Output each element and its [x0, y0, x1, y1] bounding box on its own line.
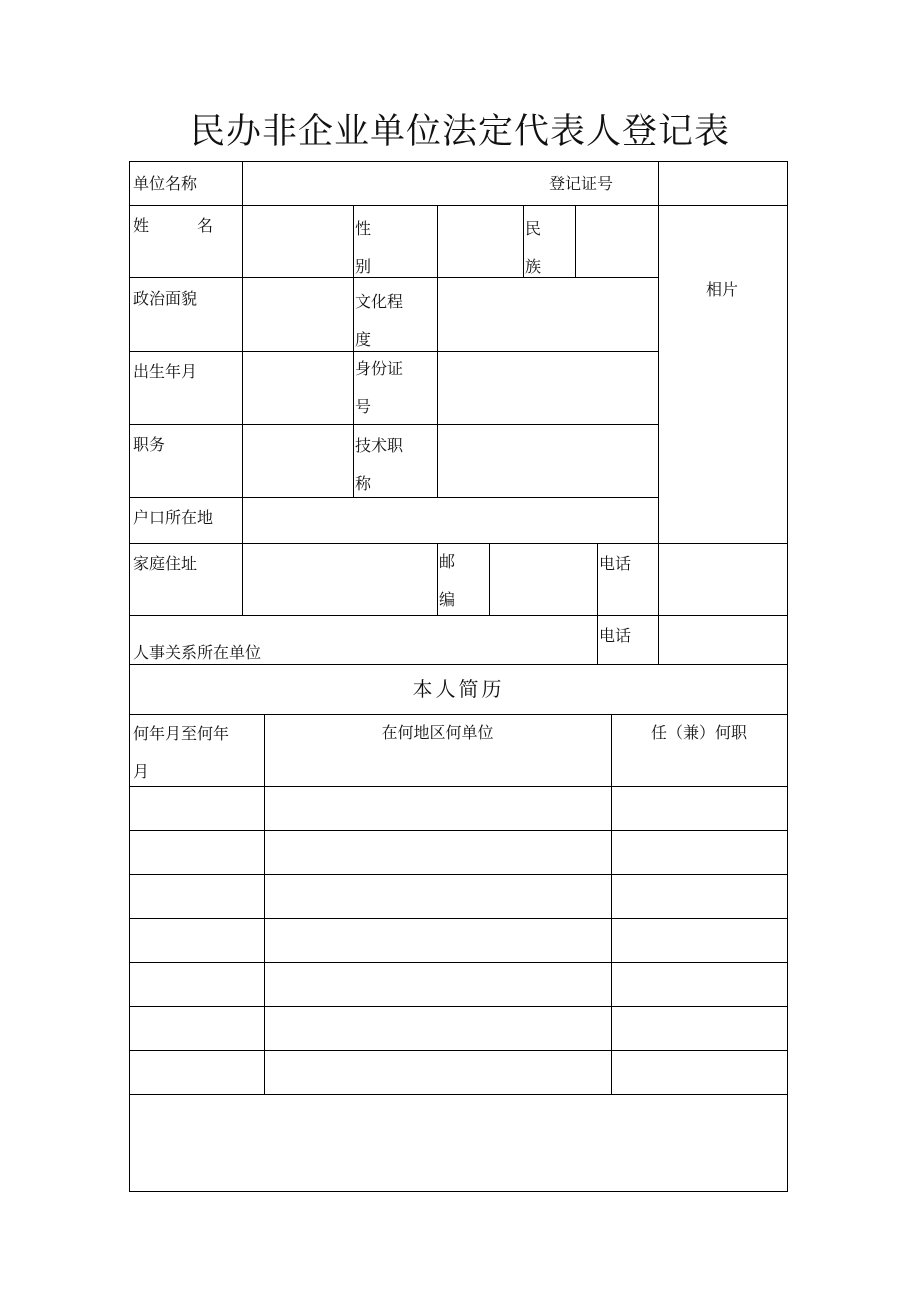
registration-no-label: 登记证号	[549, 174, 614, 193]
divider	[597, 543, 598, 664]
divider	[437, 543, 438, 615]
ethnicity-label: 民 族	[525, 219, 542, 276]
address-field[interactable]	[243, 544, 437, 615]
remarks-area[interactable]	[130, 1095, 787, 1191]
postcode-label: 邮 编	[439, 552, 456, 609]
divider	[523, 205, 524, 277]
personnel-unit-label: 人事关系所在单位	[133, 643, 262, 662]
birth-field[interactable]	[243, 352, 353, 424]
unit-name-label: 单位名称	[133, 174, 198, 193]
gender-field[interactable]	[438, 206, 523, 277]
resume-row-unit[interactable]	[265, 963, 611, 1006]
resume-row-period[interactable]	[130, 963, 264, 1006]
resume-section-title: 本人简历	[412, 677, 505, 701]
resume-row-role[interactable]	[612, 1051, 787, 1094]
ethnicity-field[interactable]	[576, 206, 658, 277]
page-title: 民办非企业单位法定代表人登记表	[189, 112, 730, 152]
resume-col-unit: 在何地区何单位	[381, 723, 494, 742]
political-field[interactable]	[243, 278, 353, 351]
divider	[353, 205, 354, 497]
registration-no-field[interactable]	[659, 162, 787, 205]
photo-area[interactable]	[659, 206, 787, 543]
resume-col-role: 任（兼）何职	[650, 723, 747, 742]
phone-field[interactable]	[659, 544, 787, 615]
resume-row-role[interactable]	[612, 1007, 787, 1050]
resume-row-unit[interactable]	[265, 831, 611, 874]
phone-label-2: 电话	[599, 626, 632, 645]
resume-row-period[interactable]	[130, 875, 264, 918]
name-label-1: 姓	[133, 216, 150, 235]
resume-col-period: 何年月至何年 月	[133, 724, 230, 781]
resume-row-role[interactable]	[612, 875, 787, 918]
resume-row-period[interactable]	[130, 831, 264, 874]
resume-row-period[interactable]	[130, 1007, 264, 1050]
personnel-unit-field[interactable]	[130, 616, 597, 664]
resume-row-unit[interactable]	[265, 875, 611, 918]
political-label: 政治面貌	[133, 289, 198, 308]
tech-title-label: 技术职 称	[355, 436, 404, 493]
resume-row-role[interactable]	[612, 787, 787, 830]
id-field[interactable]	[438, 352, 658, 424]
resume-row-role[interactable]	[612, 963, 787, 1006]
id-label: 身份证 号	[355, 359, 404, 416]
hukou-label: 户口所在地	[133, 508, 214, 527]
hukou-field[interactable]	[243, 498, 658, 543]
position-label: 职务	[133, 435, 166, 454]
photo-label: 相片	[706, 280, 739, 299]
resume-row-role[interactable]	[612, 831, 787, 874]
education-field[interactable]	[438, 278, 658, 351]
postcode-field[interactable]	[490, 544, 597, 615]
resume-row-period[interactable]	[130, 919, 264, 962]
resume-row-period[interactable]	[130, 787, 264, 830]
position-field[interactable]	[243, 425, 353, 497]
phone-label: 电话	[599, 554, 632, 573]
birth-label: 出生年月	[133, 362, 198, 381]
resume-row-unit[interactable]	[265, 787, 611, 830]
tech-title-field[interactable]	[438, 425, 658, 497]
resume-row-role[interactable]	[612, 919, 787, 962]
unit-name-field[interactable]	[243, 162, 543, 205]
phone-field-2[interactable]	[659, 616, 787, 664]
gender-label: 性 别	[355, 219, 372, 276]
name-field[interactable]	[243, 206, 353, 277]
education-label: 文化程 度	[355, 292, 404, 349]
resume-row-unit[interactable]	[265, 1051, 611, 1094]
registration-form	[129, 161, 788, 1192]
address-label: 家庭住址	[133, 554, 198, 573]
resume-row-unit[interactable]	[265, 1007, 611, 1050]
name-label-2: 名	[197, 216, 214, 235]
resume-row-period[interactable]	[130, 1051, 264, 1094]
resume-row-unit[interactable]	[265, 919, 611, 962]
